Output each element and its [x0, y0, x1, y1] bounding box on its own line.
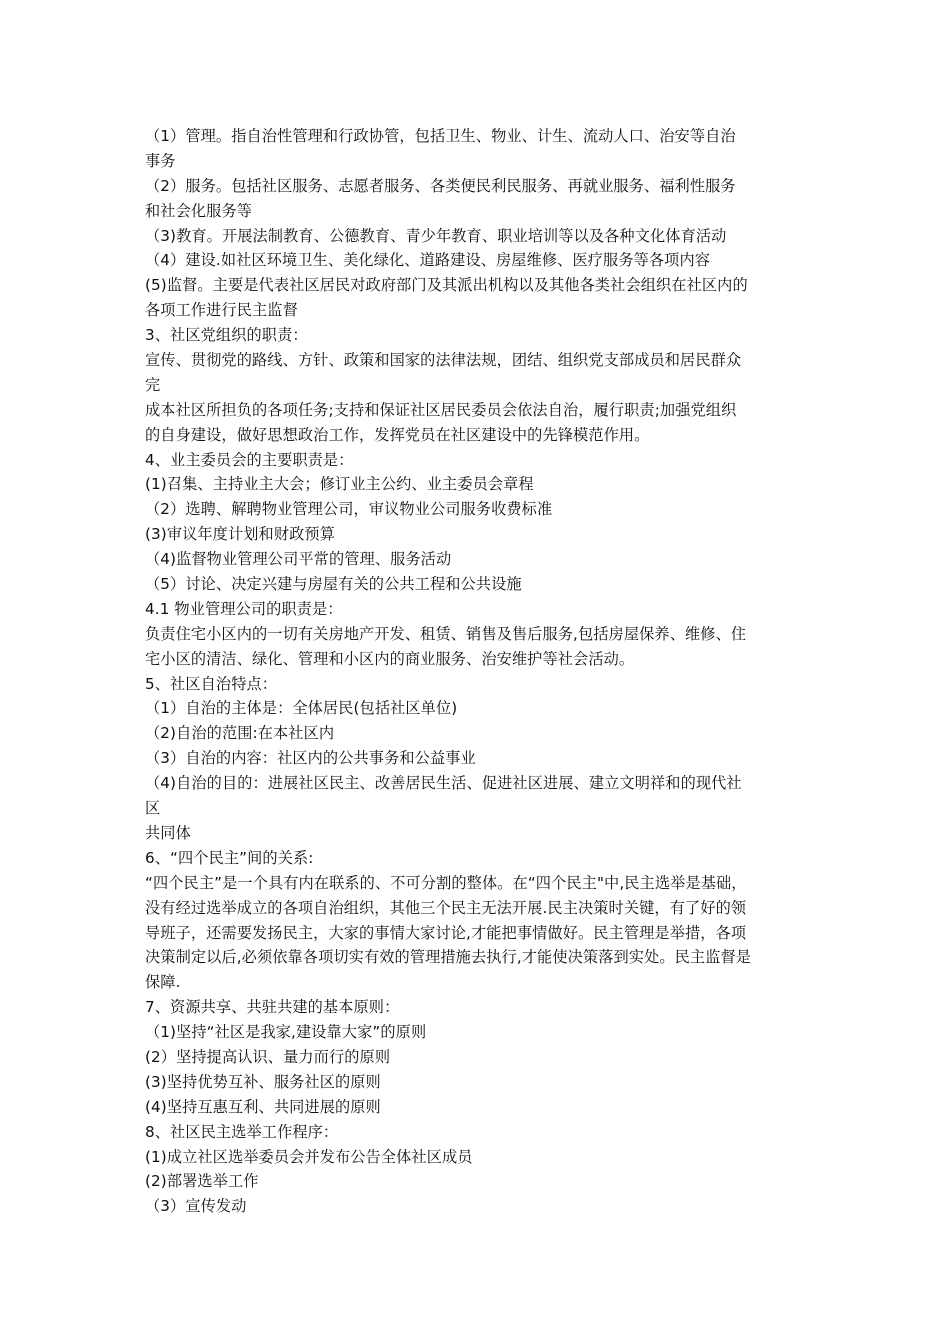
text-line: (3)坚持优势互补、服务社区的原则 — [145, 1072, 381, 1091]
text-line: （2）选聘、解聘物业管理公司，审议物业公司服务收费标准 — [145, 500, 553, 519]
text-line: （5）讨论、决定兴建与房屋有关的公共工程和公共设施 — [145, 575, 522, 594]
section-heading: 4、业主委员会的主要职责是： — [145, 450, 354, 469]
section-heading: 8、社区民主选举工作程序： — [145, 1122, 339, 1141]
text-line: （1）管理。指自治性管理和行政协管，包括卫生、物业、计生、流动人口、治安等自治 — [145, 127, 736, 145]
text-line: 的自身建设，做好思想政治工作，发挥党员在社区建设中的先锋模范作用。 — [145, 425, 650, 444]
section-heading: 7、资源共享、共驻共建的基本原则： — [145, 998, 400, 1017]
text-line: （4)监督物业管理公司平常的管理、服务活动 — [145, 550, 452, 569]
text-line: (4)坚持互惠互利、共同进展的原则 — [145, 1097, 381, 1116]
text-line: 成本社区所担负的各项任务;支持和保证社区居民委员会依法自治，履行职责;加强党组织 — [145, 400, 737, 419]
text-line: “四个民主”是一个具有内在联系的、不可分割的整体。在“四个民主"中,民主选举是基础， — [145, 873, 747, 892]
text-line: 导班子，还需要发扬民主，大家的事情大家讨论,才能把事情做好。民主管理是举措，各项 — [145, 923, 747, 942]
text-line: 各项工作进行民主监督 — [145, 301, 298, 320]
text-line: （1）自治的主体是：全体居民(包括社区单位) — [145, 699, 458, 718]
text-line: 决策制定以后,必须依靠各项切实有效的管理措施去执行,才能使决策落到实处。民主监督是 — [145, 948, 752, 967]
section-heading: 6、“四个民主”间的关系: — [145, 848, 314, 867]
text-line: 宣传、贯彻党的路线、方针、政策和国家的法律法规，团结、组织党支部成员和居民群众 — [145, 351, 742, 370]
text-line: （3）宣传发动 — [145, 1197, 247, 1216]
text-line: 区 — [145, 799, 161, 818]
section-heading: 4.1 物业管理公司的职责是： — [145, 599, 343, 618]
text-line: （4）建设.如社区环境卫生、美化绿化、道路建设、房屋维修、医疗服务等各项内容 — [145, 251, 711, 270]
text-line: (1)成立社区选举委员会并发布公告全体社区成员 — [145, 1147, 473, 1166]
text-line: 保障. — [145, 973, 181, 992]
text-line: （1)坚持“社区是我家,建设靠大家”的原则 — [145, 1023, 427, 1042]
section-heading: 5、社区自治特点： — [145, 674, 278, 693]
text-line: （4)自治的目的：进展社区民主、改善居民生活、促进社区进展、建立文明祥和的现代社 — [145, 774, 742, 793]
text-line: 事务 — [145, 151, 176, 170]
text-line: （2）服务。包括社区服务、志愿者服务、各类便民利民服务、再就业服务、福利性服务 — [145, 176, 736, 195]
text-line: （3)教育。开展法制教育、公德教育、青少年教育、职业培训等以及各种文化体育活动 — [145, 226, 727, 245]
text-line: (2）坚持提高认识、量力而行的原则 — [145, 1047, 391, 1066]
document-body — [145, 124, 810, 1219]
text-line: 完 — [145, 375, 161, 394]
text-line: （2)自治的范围:在本社区内 — [145, 724, 335, 743]
text-line: 负责住宅小区内的一切有关房地产开发、租赁、销售及售后服务,包括房屋保养、维修、住 — [145, 624, 747, 643]
text-line: (2)部署选举工作 — [145, 1172, 259, 1191]
text-line: （3）自治的内容：社区内的公共事务和公益事业 — [145, 749, 476, 768]
text-line: (5)监督。主要是代表社区居民对政府部门及其派出机构以及其他各类社会组织在社区内的 — [145, 276, 748, 295]
text-line: (3)审议年度计划和财政预算 — [145, 525, 335, 544]
section-heading: 3、社区党组织的职责： — [145, 326, 308, 345]
text-line: 共同体 — [145, 823, 191, 842]
text-line: 和社会化服务等 — [145, 201, 253, 220]
text-line: (1)召集、主持业主大会；修订业主公约、业主委员会章程 — [145, 475, 534, 494]
text-line: 没有经过选举成立的各项自治组织，其他三个民主无法开展.民主决策时关键，有了好的领 — [145, 898, 747, 917]
text-line: 宅小区的清洁、绿化、管理和小区内的商业服务、治安维护等社会活动。 — [145, 649, 635, 668]
